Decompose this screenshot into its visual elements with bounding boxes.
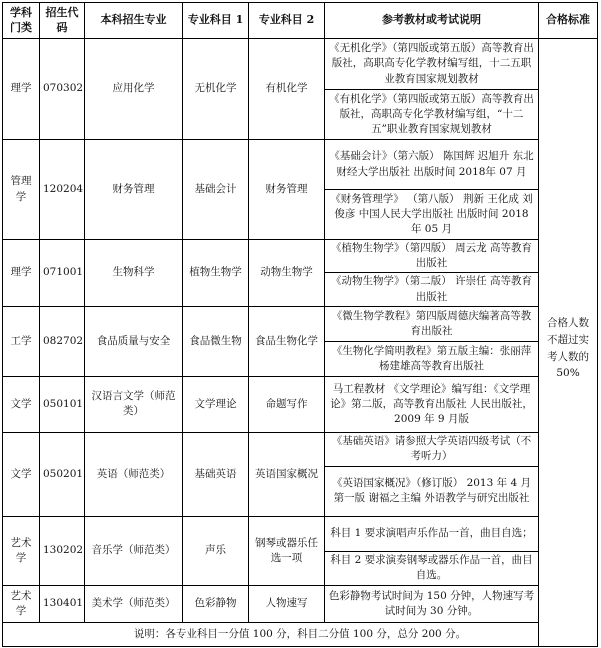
header-major: 本科招生专业 [85,3,183,39]
note-row [3,622,598,646]
major-cell: 英语（师范类） [85,432,183,516]
code-cell: 082702 [40,306,85,376]
table-note: 说明：各专业科目一分值 100 分，科目二分值 100 分，总分 200 分。 [3,622,598,646]
standard-cell: 合格人数不超过实考人数的 50% [539,39,598,647]
subject1-cell: 声乐 [183,516,249,585]
code-cell: 071001 [40,240,85,307]
major-cell: 音乐学（师范类） [85,516,183,585]
category-cell: 理学 [3,240,40,307]
category-cell: 文学 [3,376,40,432]
header-reference: 参考教材或考试说明 [325,3,539,39]
reference-cell: 马工程教材 《文学理论》编写组：《文学理论》第二版，高等教育出版社 人民出版社，2009 年 9 月版 [325,376,539,432]
subject2-cell: 财务管理 [249,140,325,240]
major-cell: 食品质量与安全 [85,306,183,376]
category-cell: 艺术学 [3,585,40,622]
subject2-cell: 钢琴或器乐任选一项 [249,516,325,585]
category-cell: 艺术学 [3,516,40,585]
subject2-cell: 食品生物化学 [249,306,325,376]
table-row [3,240,598,273]
subject2-cell: 命题写作 [249,376,325,432]
reference-cell: 《生物化学简明教程》第五版主编：张丽萍杨建雄高等教育出版社 [325,341,539,376]
table-row [3,516,598,551]
header-category: 学科门类 [3,3,40,39]
category-cell: 工学 [3,306,40,376]
subject1-cell: 文学理论 [183,376,249,432]
subject1-cell: 无机化学 [183,39,249,140]
reference-cell: 科目 2 要求演奏钢琴或器乐作品一首，曲目自选。 [325,551,539,585]
reference-cell: 《动物生物学》（第二版） 许崇任 高等教育出版社 [325,273,539,306]
category-cell: 理学 [3,39,40,140]
reference-cell: 《财务管理学》 （第八版） 荆新 王化成 刘俊彦 中国人民大学出版社 出版时间 2018 年 05 月 [325,190,539,240]
table-row [3,39,598,90]
reference-cell: 《有机化学》（第四版或第五版）高等教育出版社，高职高专化学教材编写组，“十二五”职业教育国家规划教材 [325,90,539,140]
major-cell: 生物科学 [85,240,183,307]
subject2-cell: 英语国家概况 [249,432,325,516]
table-row [3,376,598,432]
header-standard: 合格标准 [539,3,598,39]
reference-cell: 《无机化学》（第四版或第五版）高等教育出版社，高职高专化学教材编写组，十二五职业教育国家规划教材 [325,39,539,90]
subject2-cell: 有机化学 [249,39,325,140]
subject2-cell: 动物生物学 [249,240,325,307]
reference-cell: 《植物生物学》（第四版） 周云龙 高等教育出版社 [325,240,539,273]
reference-cell: 《基础会计》（第六版） 陈国辉 迟旭升 东北财经大学出版社 出版时间 2018年 07 月 [325,140,539,190]
code-cell: 050101 [40,376,85,432]
category-cell: 管理学 [3,140,40,240]
table-row [3,585,598,622]
subject1-cell: 色彩静物 [183,585,249,622]
code-cell: 070302 [40,39,85,140]
code-cell: 130401 [40,585,85,622]
major-cell: 应用化学 [85,39,183,140]
table-row [3,306,598,341]
header-code: 招生代码 [40,3,85,39]
reference-cell: 科目 1 要求演唱声乐作品一首，曲目自选； [325,516,539,551]
major-cell: 美术学（师范类） [85,585,183,622]
reference-cell: 《英语国家概况》（修订版） 2013 年 4 月第一版 谢福之主编 外语教学与研究出版社 [325,466,539,516]
code-cell: 120204 [40,140,85,240]
code-cell: 130202 [40,516,85,585]
subject2-cell: 人物速写 [249,585,325,622]
admission-subjects-table [2,2,598,647]
reference-cell: 《微生物学教程》第四版周德庆编著高等教育出版社 [325,306,539,341]
table-row [3,432,598,466]
code-cell: 050201 [40,432,85,516]
table-row [3,140,598,190]
header-row [3,3,598,39]
header-subject2: 专业科目 2 [249,3,325,39]
category-cell: 文学 [3,432,40,516]
subject1-cell: 基础会计 [183,140,249,240]
subject1-cell: 食品微生物 [183,306,249,376]
subject1-cell: 基础英语 [183,432,249,516]
header-subject1: 专业科目 1 [183,3,249,39]
reference-cell: 《基础英语》请参照大学英语四级考试（不考听力） [325,432,539,466]
major-cell: 财务管理 [85,140,183,240]
reference-cell: 色彩静物考试时间为 150 分钟，人物速写考试时间为 30 分钟。 [325,585,539,622]
subject1-cell: 植物生物学 [183,240,249,307]
major-cell: 汉语言文学（师范类） [85,376,183,432]
